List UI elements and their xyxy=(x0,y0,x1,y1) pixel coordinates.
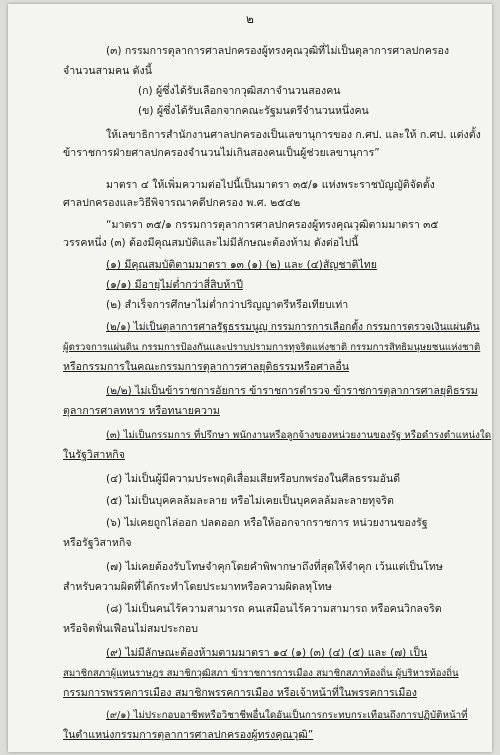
item-2: (๒) สำเร็จการศึกษาไม่ต่ำกว่าปริญญาตรีหรือเทียบเท่า xyxy=(106,299,349,311)
item-2-2: (๒/๒) ไม่เป็นข้าราชการอัยการ ข้าราชการตำรวจ ข้าราชการตุลาการศาลยุติธรรม xyxy=(106,385,478,397)
item-2-1: (๒/๑) ไม่เป็นตุลาการศาลรัฐธรรมนูญ กรรมการการเลือกตั้ง กรรมการตรวจเงินแผ่นดิน xyxy=(106,322,480,333)
secretary-paragraph: ให้เลขาธิการสำนักงานศาลปกครองเป็นเลขานุการของ ก.ศป. และให้ ก.ศป. แต่งตั้ง xyxy=(106,129,481,141)
clause-3-cont: จำนวนสามคน ดังนี้ xyxy=(63,65,152,77)
item-3-cont: ในรัฐวิสาหกิจ xyxy=(63,449,125,461)
item-5: (๕) ไม่เป็นบุคคลล้มละลาย หรือไม่เคยเป็นบุคคลล้มละลายทุจริต xyxy=(106,495,394,507)
item-6: (๖) ไม่เคยถูกไล่ออก ปลดออก หรือให้ออกจากราชการ หน่วยงานของรัฐ xyxy=(106,517,428,529)
item-9-cont: สมาชิกสภาผู้แทนราษฎร สมาชิกวุฒิสภา ข้าราชการการเมือง สมาชิกสภาท้องถิ่น ผู้บริหารท้องถิ่น xyxy=(63,668,459,679)
item-9-1-cont: ในตำแหน่งกรรมการตุลาการศาลปกครองผู้ทรงคุณวุฒิ” xyxy=(63,729,314,741)
section-4-cont: ศาลปกครองและวิธีพิจารณาคดีปกครอง พ.ศ. ๒๕๔๒ xyxy=(63,197,301,209)
item-2-2-cont: ตุลาการศาลทหาร หรือทนายความ xyxy=(63,405,220,417)
item-9-1: (๙/๑) ไม่ประกอบอาชีพหรือวิชาชีพอื่นใดอันเป็นการกระทบกระเทือนถึงการปฏิบัติหน้าที่ xyxy=(106,710,468,721)
section-35-1-cont: วรรคหนึ่ง (๓) ต้องมีคุณสมบัติและไม่มีลักษณะต้องห้าม ดังต่อไปนี้ xyxy=(63,237,359,249)
item-7-cont: สำหรับความผิดที่ได้กระทำโดยประมาทหรือความผิดลหุโทษ xyxy=(63,581,332,593)
item-1: (๑) มีคุณสมบัติตามมาตรา ๑๓ (๑) (๒) และ (๔)สัญชาติไทย xyxy=(106,259,377,271)
item-9: (๙) ไม่มีลักษณะต้องห้ามตามมาตรา ๑๔ (๑) (๓) (๔) (๕) และ (๗) เป็น xyxy=(106,647,428,659)
clause-3b: (ข) ผู้ซึ่งได้รับเลือกจากคณะรัฐมนตรีจำนวนหนึ่งคน xyxy=(138,105,369,117)
item-2-1-cont: ผู้ตรวจการแผ่นดิน กรรมการป้องกันและปราบปรามการทุจริตแห่งชาติ กรรมการสิทธิมนุษยชนแห่งชาติ xyxy=(63,342,481,353)
document-page xyxy=(8,4,492,752)
item-3: (๓) ไม่เป็นกรรมการ ที่ปรึกษา พนักงานหรือลูกจ้างของหน่วยงานของรัฐ หรือดำรงตำแหน่งใด xyxy=(106,430,492,441)
clause-3: (๓) กรรมการตุลาการศาลปกครองผู้ทรงคุณวุฒิที่ไม่เป็นตุลาการศาลปกครอง xyxy=(106,45,450,57)
item-9-cont2: กรรมการพรรคการเมือง สมาชิกพรรคการเมือง หรือเจ้าหน้าที่ในพรรคการเมือง xyxy=(63,687,417,699)
item-4: (๔) ไม่เป็นผู้มีความประพฤติเสื่อมเสียหรือบกพร่องในศีลธรรมอันดี xyxy=(106,473,401,485)
clause-3a: (ก) ผู้ซึ่งได้รับเลือกจากวุฒิสภาจำนวนสองคน xyxy=(138,85,341,97)
item-8: (๘) ไม่เป็นคนไร้ความสามารถ คนเสมือนไร้ความสามารถ หรือคนวิกลจริต xyxy=(106,603,442,615)
section-4: มาตรา ๔ ให้เพิ่มความต่อไปนี้เป็นมาตรา ๓๕/๑ แห่งพระราชบัญญัติจัดตั้ง xyxy=(106,179,435,191)
item-1-1: (๑/๑) มีอายุไม่ต่ำกว่าสี่สิบห้าปี xyxy=(106,279,243,291)
page-number: ๒ xyxy=(246,12,254,26)
item-7: (๗) ไม่เคยต้องรับโทษจำคุกโดยคำพิพากษาถึงที่สุดให้จำคุก เว้นแต่เป็นโทษ xyxy=(106,561,443,573)
item-8-cont: หรือจิตฟั่นเฟือนไม่สมประกอบ xyxy=(63,623,198,635)
item-2-1-cont2: หรือกรรมการในคณะกรรมการตุลาการศาลยุติธรรมหรือศาลอื่น xyxy=(63,361,349,373)
secretary-paragraph-cont: ข้าราชการฝ่ายศาลปกครองจำนวนไม่เกินสองคนเป็นผู้ช่วยเลขานุการ” xyxy=(63,147,380,159)
item-6-cont: หรือรัฐวิสาหกิจ xyxy=(63,537,132,549)
section-35-1: “มาตรา ๓๕/๑ กรรมการตุลาการศาลปกครองผู้ทรงคุณวุฒิตามมาตรา ๓๕ xyxy=(106,219,439,231)
